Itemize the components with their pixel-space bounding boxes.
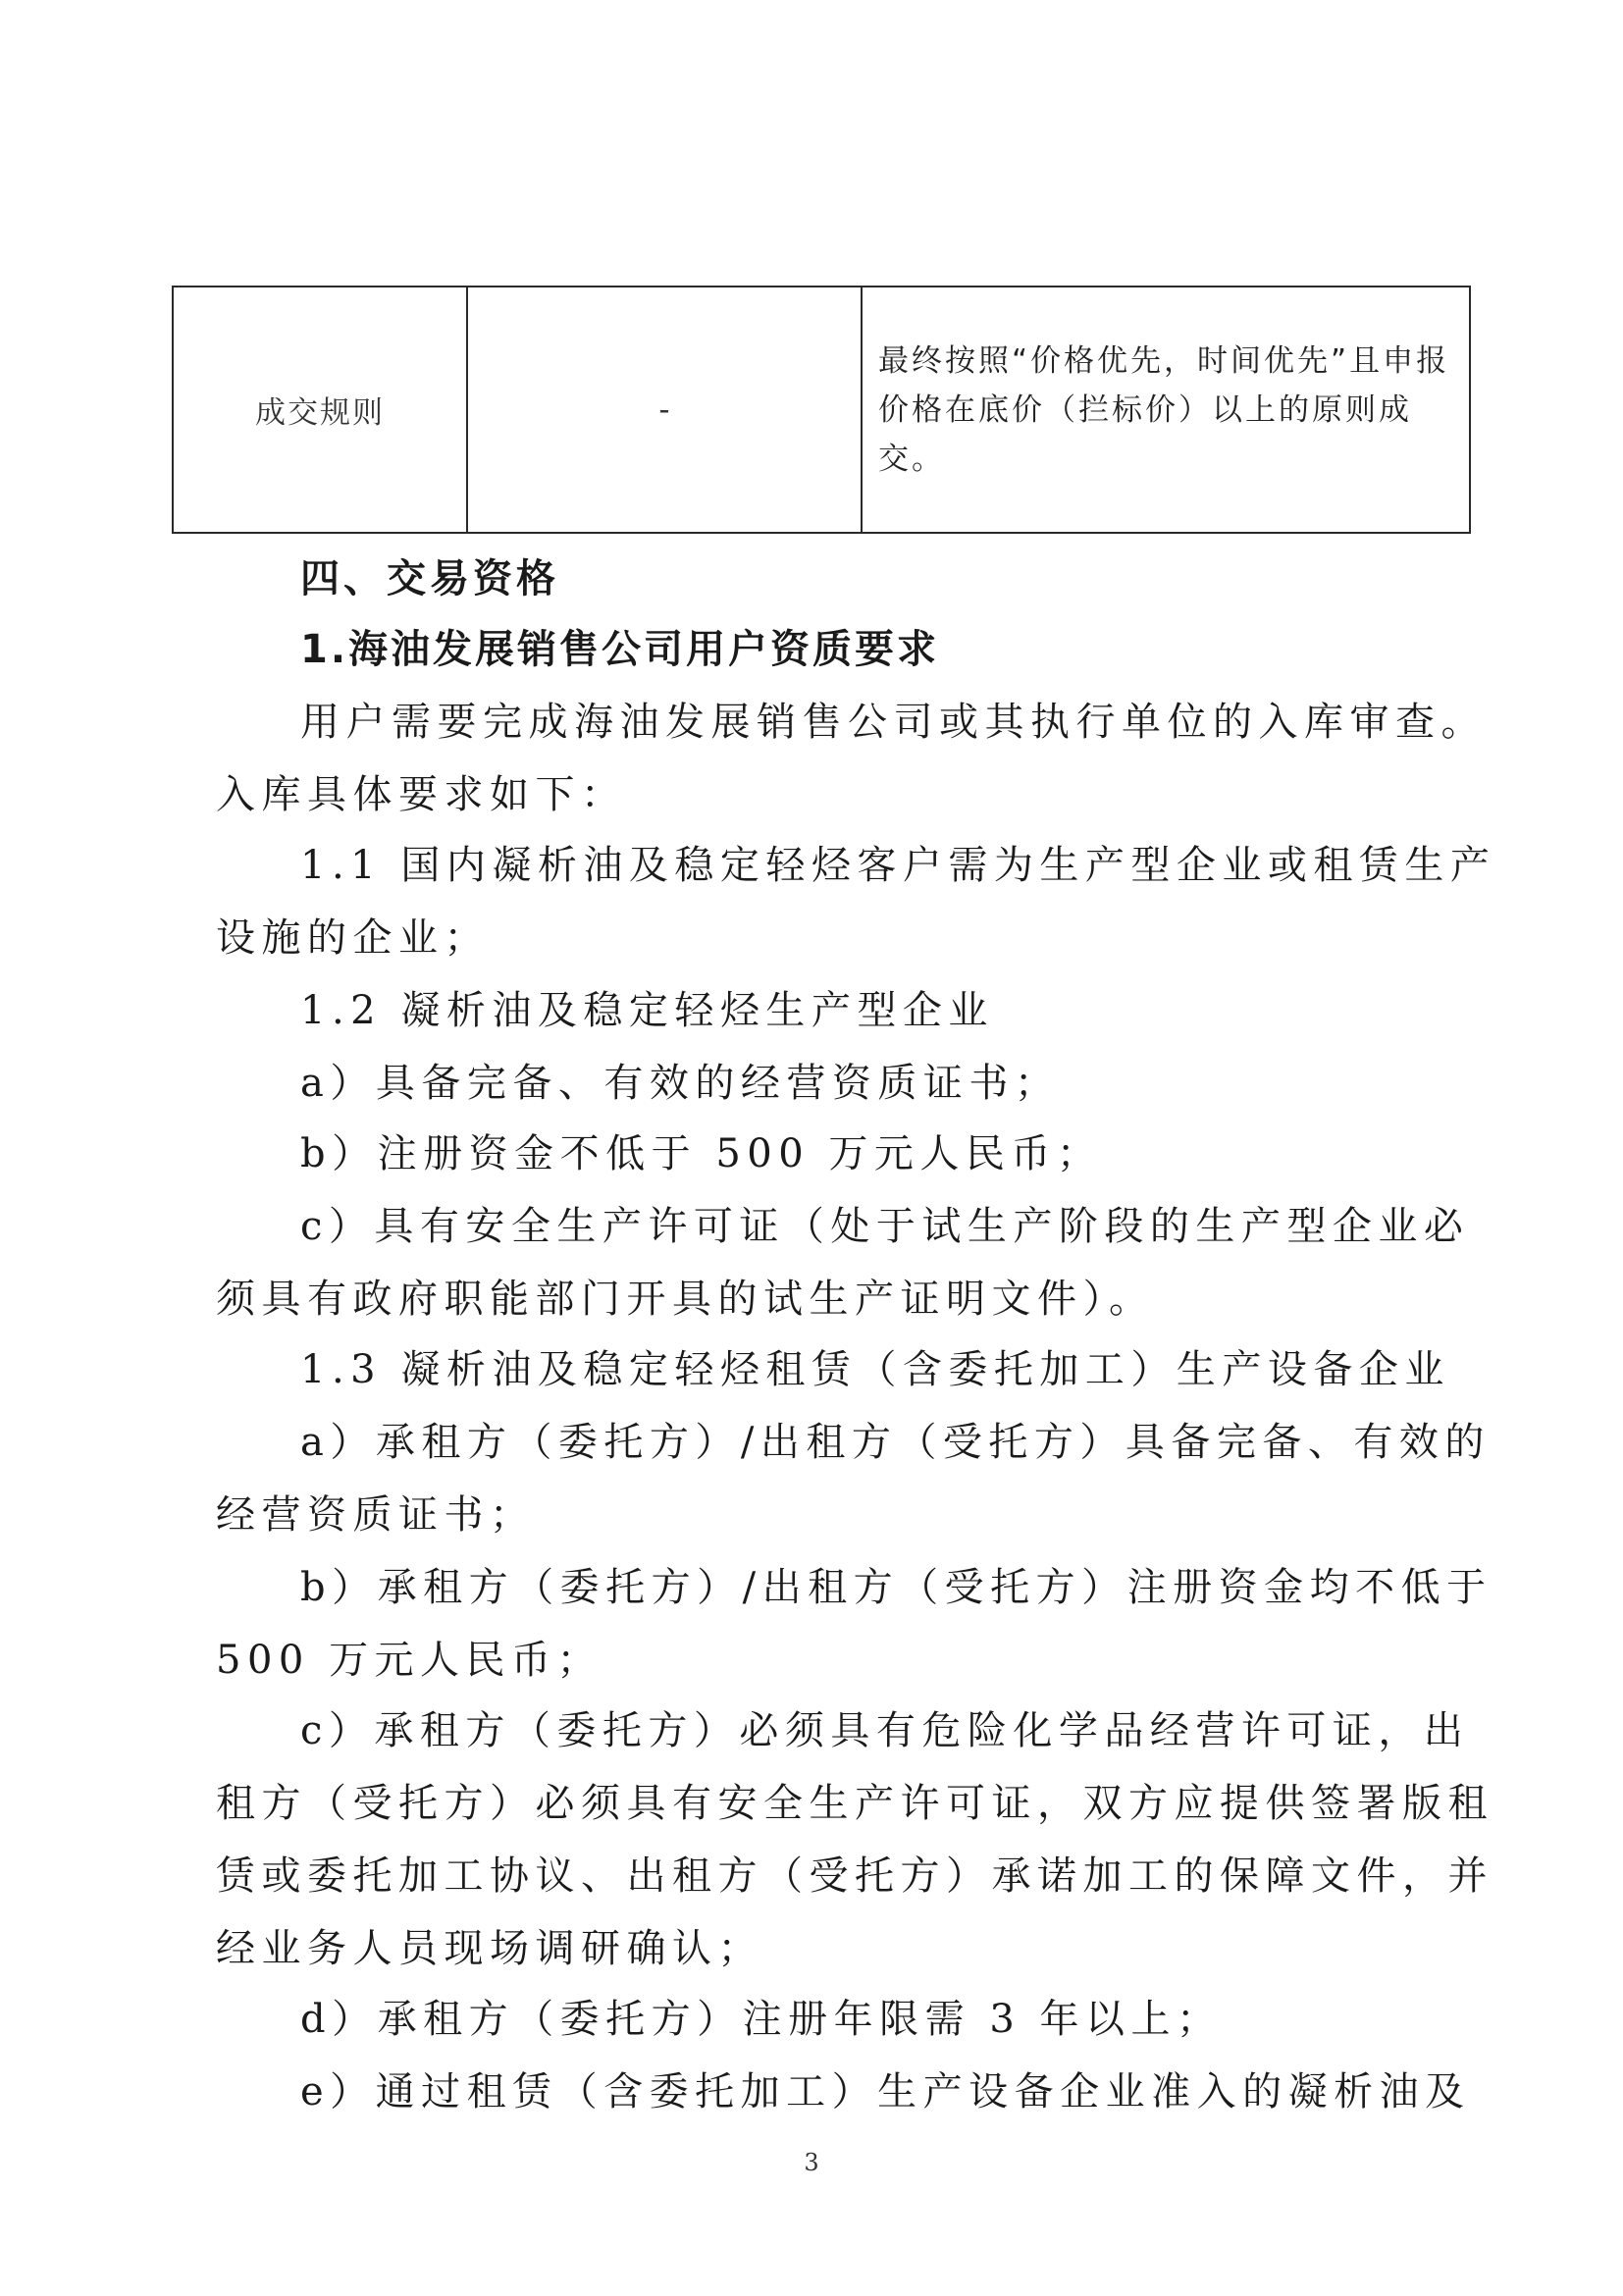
paragraph-line: b）承租方（委托方）/出租方（受托方）注册资金均不低于 [300, 1565, 1492, 1610]
paragraph-line: a）承租方（委托方）/出租方（受托方）具备完备、有效的 [300, 1420, 1491, 1465]
paragraph-line: c）承租方（委托方）必须具有危险化学品经营许可证，出 [300, 1708, 1470, 1753]
paragraph-line: 入库具体要求如下： [216, 772, 627, 817]
paragraph-line: b）注册资金不低于 500 万元人民币； [300, 1131, 1103, 1176]
paragraph-line: 用户需要完成海油发展销售公司或其执行单位的入库审查。 [300, 700, 1487, 745]
paragraph-line: d）承租方（委托方）注册年限需 3 年以上； [300, 1997, 1223, 2042]
page-number: 3 [804, 2149, 819, 2176]
paragraph-line: 赁或委托加工协议、出租方（受托方）承诺加工的保障文件，并 [216, 1853, 1493, 1899]
paragraph-line: 1.3 凝析油及稳定轻烃租赁（含委托加工）生产设备企业 [300, 1347, 1450, 1392]
paragraph-line: 经营资质证书； [216, 1492, 536, 1538]
paragraph-line: 1.1 国内凝析油及稳定轻烃客户需为生产型企业或租赁生产 [300, 843, 1496, 888]
section-subheading: 1.海油发展销售公司用户资质要求 [300, 627, 940, 672]
table-row [173, 287, 1470, 533]
section-heading: 四、交易资格 [300, 556, 559, 601]
paragraph-line: 租方（受托方）必须具有安全生产许可证，双方应提供签署版租 [216, 1781, 1493, 1826]
paragraph-line: e）通过租赁（含委托加工）生产设备企业准入的凝析油及 [300, 2069, 1471, 2114]
rule-value-cell: - [467, 287, 862, 533]
paragraph-line: 1.2 凝析油及稳定轻烃生产型企业 [300, 988, 994, 1033]
rule-label-cell: 成交规则 [173, 287, 467, 533]
rule-description-cell: 最终按照“价格优先，时间优先”且申报价格在底价（拦标价）以上的原则成交。 [862, 287, 1470, 533]
paragraph-line: 经业务人员现场调研确认； [216, 1926, 763, 1971]
paragraph-line: 500 万元人民币； [216, 1638, 603, 1683]
paragraph-line: a）具备完备、有效的经营资质证书； [300, 1061, 1061, 1106]
paragraph-line: 须具有政府职能部门开具的试生产证明文件）。 [216, 1277, 1155, 1322]
paragraph-line: 设施的企业； [216, 915, 490, 961]
paragraph-line: c）具有安全生产许可证（处于试生产阶段的生产型企业必 [300, 1204, 1470, 1249]
transaction-rule-table [172, 286, 1471, 534]
